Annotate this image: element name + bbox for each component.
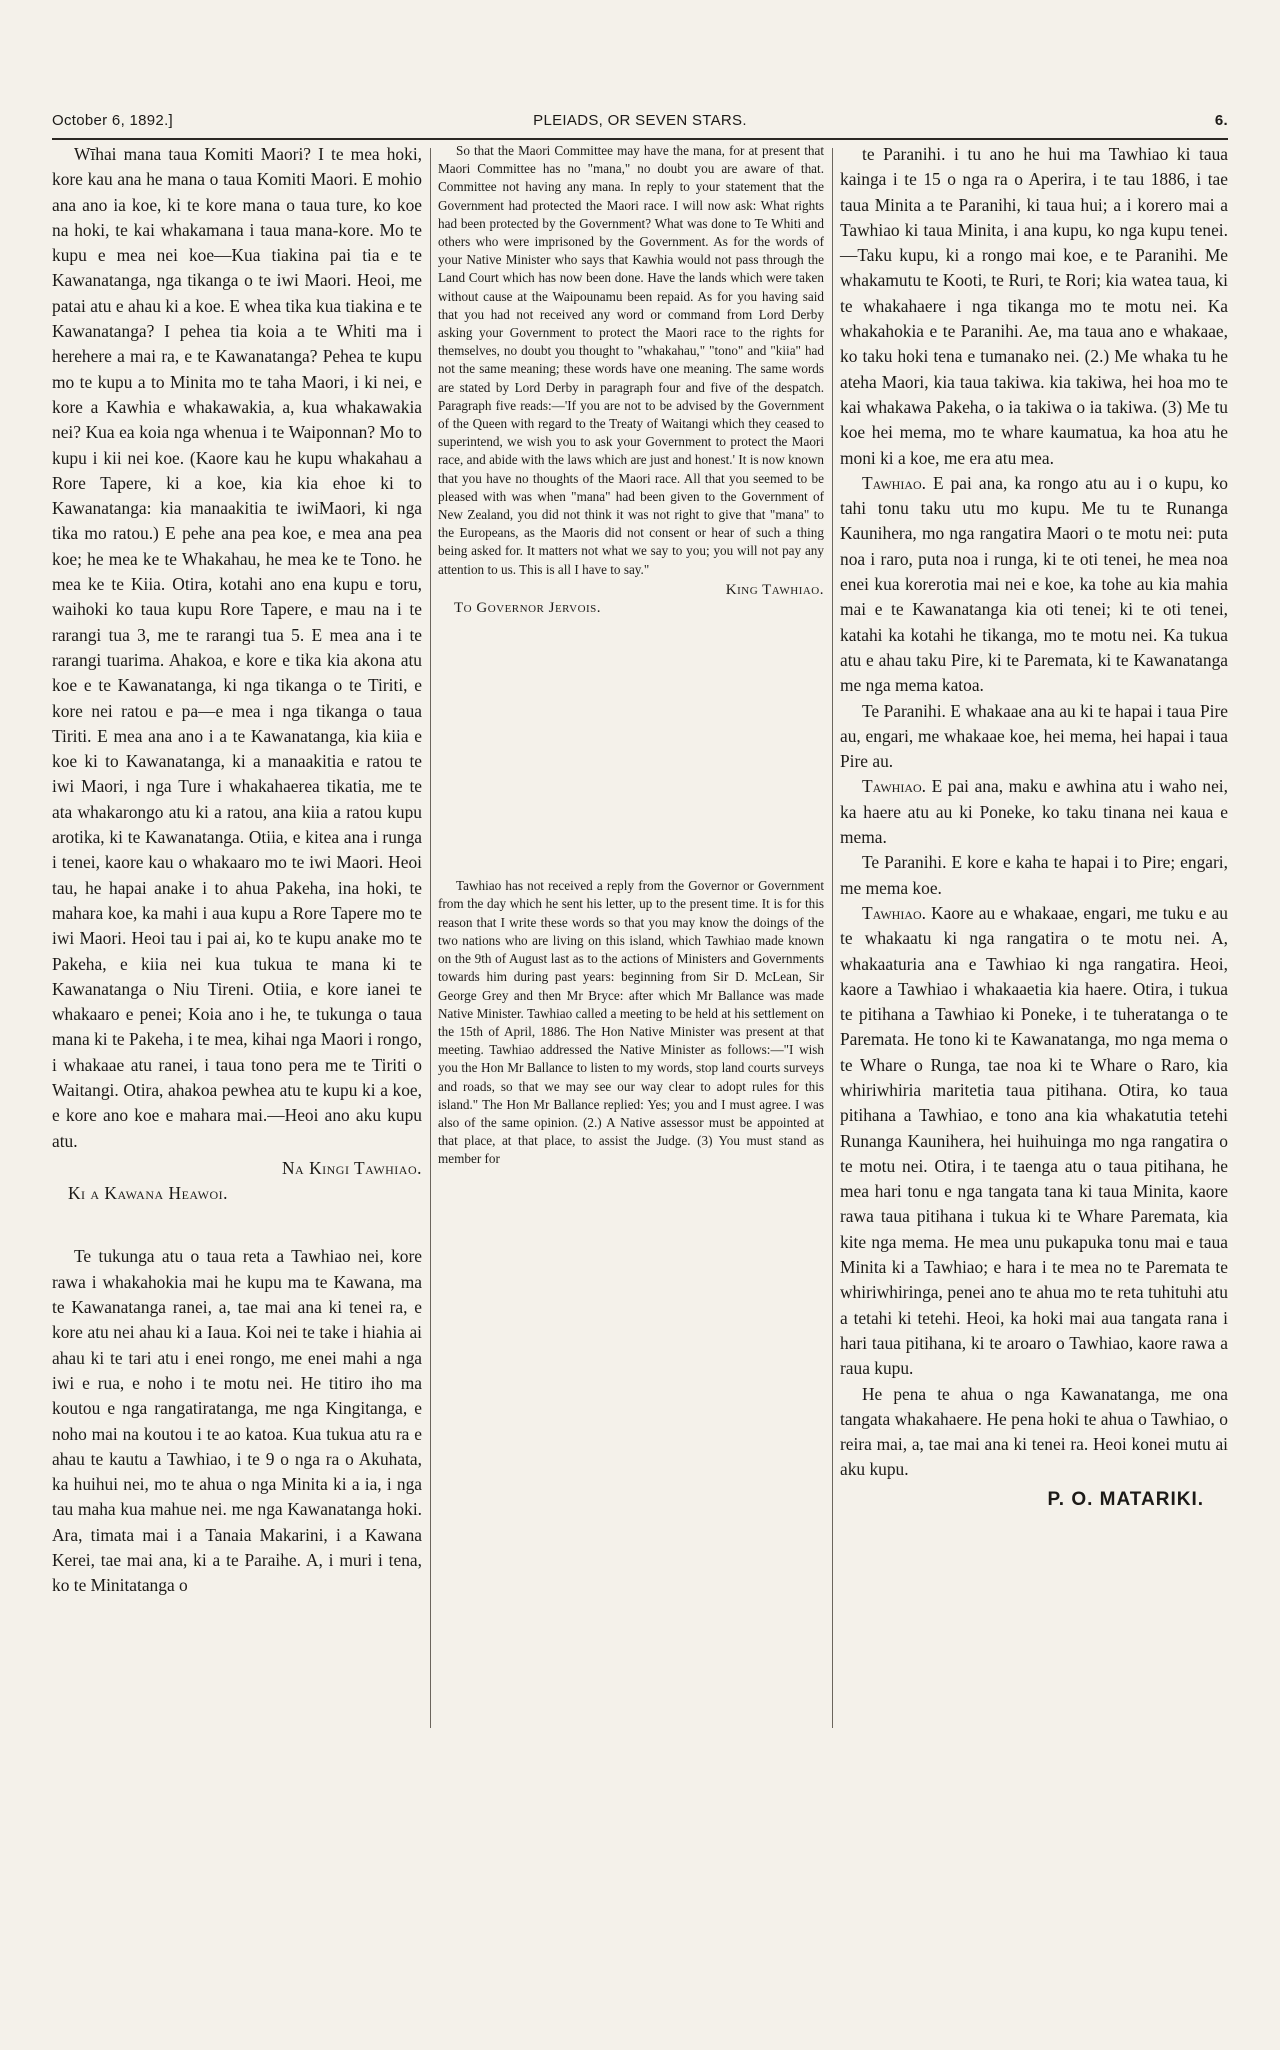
column-divider-2 <box>832 148 833 1728</box>
dialogue-entry <box>840 901 1228 1382</box>
dialogue-entry <box>840 699 1228 775</box>
translation-commentary-paragraph: Tawhiao has not received a reply from the Governor or Government from the day which he sent his letter, up to the present time. It is for this reason that I write these words so that you may know the doings of the two nations who are living on this island, which Tawhiao made known on the 9th of August last as to the actions of Ministers and Governments towards him during past years: beginning from Sir D. McLean, Sir George Grey and then Mr Bryce: after which Mr Ballance was made Native Minister. Tawhiao called a meeting to be held at his settlement on the 15th of April, 1886. The Hon Native Minister was present at that meeting. Tawhiao addressed the Native Minister as follows:—"I wish you the Hon Mr Ballance to listen to my words, stop land courts surveys and roads, so that we may see our way clear to adopt rules for this island." The Hon Mr Ballance replied: Yes; you and I must agree. I was also of the same opinion. (2.) A Native assessor must be appointed at that place, at that place, to assist the Judge. (3) You must stand as member for <box>438 878 824 1167</box>
commentary-paragraph: Te tukunga atu o taua reta a Tawhiao nei, kore rawa i whakahokia mai he kupu ma te Kawana, ma te Kawanatanga ranei, a, tae mai ana ki tenei ra, e kore atu nei ahau ki a Iaua. Koi nei te take i hiahia ai ahau ki te tari atu i enei rongo, me enei mahi a nga iwi e rua, e noho i te motu nei. He titiro iho ma koutou e nga rangatiratanga, me nga Kingitanga, e noho mai na koutou i te ao katoa. Kua tukua atu ra e ahau te kautu a Tawhiao, i te 9 o nga ra o Akuhata, ka huihui nei, mo te ahua o nga Minita ki a ia, i nga tau maha kua mahue nei. me nga Kawanatanga hoki. Ara, timata mai i a Tanaia Makarini, i a Kawana Kerei, tae mai ana, ki a te Paraihe. A, i muri i tena, ko te Minitatanga o <box>52 1246 422 1596</box>
issue-date: October 6, 1892.] <box>52 112 174 129</box>
speech-text: E pai ana, ka rongo atu au i o kupu, ko tahi tonu taku utu mo kupu. Me tu te Runanga Kaunihera, mo nga rangatira Maori o te motu nei: puta noa i raro, puta noa i runga, ki te oti tenei, he mea noa enei kua korerotia mai nei e koe, ka tohe au kia mahia mai e te Kawanatanga kia oti tenei; ki te oti tenei, katahi ka kotahi he tikanga, mo te motu nei. Ka tukua atu e ahau taku Pire, ki te Paremata, ki te Kawanatanga me nga mema katoa. <box>840 472 1228 696</box>
column-maori-letter <box>52 142 428 1599</box>
narrative-paragraph: te Paranihi. i tu ano he hui ma Tawhiao ki taua kainga i te 15 o nga ra o Aperira, i te tau 1886, i tae taua Minita a te Paranihi, ki taua hui; a i korero mai a Tawhiao ki taua Minita, i ana kupu, ko nga kupu tenei.—Taku kupu, ki a rongo mai koe, e te Paranihi. Me whakamutu te Kooti, te Ruri, te Rori; kia watea taua, ki te whakahaere i nga tikanga mo te motu nei. Ka whakahokia e te Paranihi. Ae, ma taua ano e whakaae, ko taku hoki tena e tumanako nei. (2.) Me whaka tu he ateha Maori, kia taua takiwa. kia takiwa, hei hoa mo te kai whakawa Pakeha, o ia takiwa o ia takiwa. (3) Me tu koe hei mema, mo te whare kaumatua, ka hoa atu he moni ki a koe, me era atu mea. <box>840 144 1228 468</box>
letter-paragraph: Wīhai mana taua Komiti Maori? I te mea hoki, kore kau ana he mana o taua Komiti Maori. E mohio ana ano ia koe, ki te kore mana o taua ture, ko koe na hoki, te kai whakamana i taua mana-kore. Mo te kupu e mea nei koe—Kua tiakina pai tia e te Kawanatanga, nga tikanga o te iwi Maori. Heoi, me patai atu e ahau ki a koe. E whea tika kua tiakina e te Kawanatanga? I pehea tia koia a te Whiti ma i herehere a mai ra, e te Kawanatanga? Pehea te kupu mo te kupu a to Minita mo te taha Maori, i ki nei, e kore a Kawhia e whakawakia, a, kua whakawakia nei? Kua ea koia nga whenua i te Waiponnan? Mo to kupu i kii nei koe. (Kaore kau he kupu whakahau a Rore Tapere, ki a koe, kia kia ehoe ki to Kawanatanga: kia manaakitia te iwiMaori, ki nga tika mo ratou.) E pehe ana pea koe, e mea ana pea koe; he mea ke te Whakahau, he mea ke te Tono. he mea ke te Kiia. Otira, kotahi ano ena kupu e toru, waihoki ko taua kupu Rore Tapere, e mau na i te rarangi tua 3, me te rarangi tua 5. E mea ana i te rarangi tuarima. Ahakoa, e kore e tika kia akona atu koe e te Kawanatanga, ki nga tikanga o te Tiriti, e kore nei ratou e pa—e mea i nga tikanga o taua Tiriti. E mea ana ano i a te Kawanatanga, kia kiia e koe ki to Kawanatanga, ki a manaakitia e ratou te iwi Maori, i nga Ture i whakahaerea tikatia, me te ata whakarongo atu ki a ratou, ana kiia a ratou kupu arotika, ki te Kawanatanga. Otiia, e kitea ana i runga i tenei, kaore kau o whakaaro mo te iwi Maori. Heoi tau, he hapai anake i to ahua Pakeha, ina hoki, te mahara koe, ka mahi i aua kupu a Rore Tapere mo te iwi Maori. Heoi tau i pai ai, ko te kupu anake mo te Pakeha, e kiia nei kua tukua te mana ki te Kawanatanga o Niu Tireni. Otiia, e kore ianei te whakaaro e penei; Koia ano i he, te tukunga o taua mana ki te Pakeha, i te mea, kihai nga Maori i rongo, i whakaae atu ranei, i taua tono pera me te Tiriti o Waitangi. Otira, ahakoa pewhea atu te kupu ki a koe, e kore ano koe e mahara mai.—Heoi ano aku kupu atu. <box>52 144 422 1151</box>
speech-text: E kore e kaha te hapai i to Pire; engari, me mema koe. <box>840 852 1228 898</box>
dialogue-entry <box>840 471 1228 699</box>
letter-signature: Na Kingi Tawhiao. <box>282 1157 422 1178</box>
speaker-name: Tawhiao. <box>862 776 926 797</box>
section-spacer <box>52 1206 422 1244</box>
speech-text: E whakaae ana au ki te hapai i taua Pire au, engari, me whakaae koe, hei mema, hei hapai i taua Pire au. <box>840 700 1228 772</box>
speaker-name: Tawhiao. <box>862 902 926 923</box>
publication-title: PLEIADS, OR SEVEN STARS. <box>533 112 747 129</box>
author-signature: P. O. MATARIKI. <box>1047 1488 1204 1510</box>
translation-paragraph: So that the Maori Committee may have the mana, for at present that Maori Committee has no "mana," no doubt you are aware of that. Committee not having any mana. In reply to your statement that the Government had protected the Maori race. I will now ask: What rights had been protected by the Government? What was done to Te Whiti and others who were imprisoned by the Government. As for the words of your Native Minister who says that Kawhia would not pass through the Land Court which has now been done. Have the lands which were taken without cause at the Waipounamu been repaid. As for you having said that you had not received any word or command from Lord Derby asking your Government to protect the Maori race to the rights for themselves, no doubt you thought to "whakahau," "tono" and "kiia" had not the same meaning; these words have one meaning. The same words are stated by Lord Derby in paragraph four and five of the despatch. Paragraph five reads:—'If you are not to be advised by the Government of the Queen with regard to the Treaty of Waitangi which they ceased to superintend, we wish you to ask your Government to protect the Maori race, and abide with the laws which are just and honest.' It is now known that you have no thoughts of the Maori race. All that you seemed to be pleased with was when "mana" had been given to the Government of New Zealand, you did not think it was not right to give that "mana" to the Europeans, as the Maoris did not consent or hear of such a thing being asked for. It matters not what we say to you; you will not pay any attention to us. This is all I have to say." <box>438 143 824 577</box>
dialogue-entry <box>840 774 1228 850</box>
letter-addressee: Ki a Kawana Heawoi. <box>68 1183 228 1204</box>
translation-signature: King Tawhiao. <box>725 581 824 598</box>
speech-text: Kaore au e whakaae, engari, me tuku e au te whakaatu ki nga rangatira o te motu nei. A, whakaaturia ana e Tawhiao ki nga rangatira. Heoi, kaore a Tawhiao i whakaaetia kia haere. Otira, i tukua te pitihana a Tawhiao ki Poneke, i te tuheratanga o te Paremata. He tono ki te Kawanatanga, mo nga mema o te Whare o Runga, tae noa ki te Whare o Raro, kia whiriwhiria maritetia taua pitihana. Otira, ko taua pitihana a Tawhiao, e tono ana kia whakatutia tetehi Runanga Kaunihera, hei huihuinga mo nga rangatira o te motu nei. Otira, i te taenga atu o taua pitihana, he mea hari tonu e nga tangata tana ki taua Minita, kaore rawa taua pitihana i tukua ki te Whare Paremata, kia kite nga mema. He mea unu pukapuka tonu mai e taua Minita ki a Tawhiao; e hara i te mea no te Paremata te whiriwhiringa, penei ano te ahua mo te reta tuhituhi atu a tetahi ki tetehi. Heoi, ka hoki mai aua tangata rana i hari taua pitihana, ki te aroaro o Tawhiao, kaore rawa a raua kupu. <box>840 902 1228 1379</box>
speaker-name: Te Paranihi. <box>862 700 946 721</box>
column-english-translation <box>432 142 830 1169</box>
dialogue-entry <box>840 850 1228 901</box>
page-number: 6. <box>1214 112 1228 129</box>
translation-addressee: To Governor Jervois. <box>454 600 602 617</box>
speech-text: E pai ana, maku e awhina atu i waho nei, ka haere atu au ki Poneke, ko taku tinana nei kaua e mema. <box>840 776 1228 848</box>
masthead <box>52 112 1228 136</box>
closing-paragraph: He pena te ahua o nga Kawanatanga, me ona tangata whakahaere. He pena hoki te ahua o Tawhiao, o reira mai, a, tae mai ana ki tenei ra. Heoi konei mutu ai aku kupu. <box>840 1383 1228 1480</box>
section-spacer <box>438 617 824 877</box>
column-maori-narrative <box>834 142 1228 1512</box>
speaker-name: Te Paranihi. <box>862 852 947 873</box>
header-rule <box>52 138 1228 140</box>
column-divider-1 <box>430 148 431 1728</box>
speaker-name: Tawhiao. <box>862 472 926 493</box>
